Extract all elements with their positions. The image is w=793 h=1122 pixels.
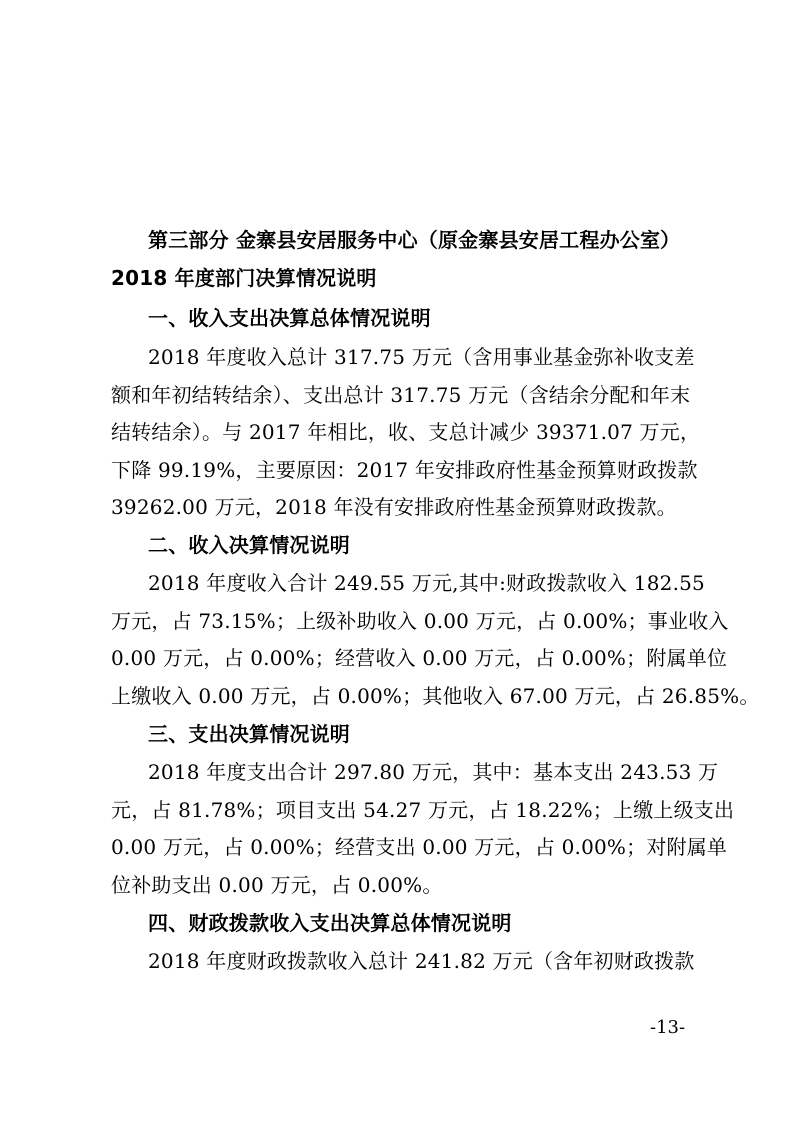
paragraph-line: 结转结余）。与 2017 年相比，收、支总计减少 39371.07 万元， (111, 420, 701, 444)
part-title-line2: 2018 年度部门决算情况说明 (111, 266, 377, 290)
paragraph-line: 0.00 万元，占 0.00%；经营收入 0.00 万元，占 0.00%；附属单位 (111, 646, 728, 670)
paragraph-line: 额和年初结转结余）、支出总计 317.75 万元（含结余分配和年末 (111, 383, 691, 407)
paragraph-line: 元，占 81.78%；项目支出 54.27 万元，占 18.22%；上缴上级支出 (111, 798, 735, 822)
section-heading-2: 二、收入决算情况说明 (148, 533, 350, 557)
paragraph-line: 2018 年度收入合计 249.55 万元,其中:财政拨款收入 182.55 (148, 571, 705, 595)
section-heading-3: 三、支出决算情况说明 (148, 722, 350, 746)
paragraph-line: 39262.00 万元，2018 年没有安排政府性基金预算财政拨款。 (111, 495, 677, 519)
paragraph-line: 位补助支出 0.00 万元，占 0.00%。 (111, 873, 443, 897)
paragraph-line: 下降 99.19%，主要原因：2017 年安排政府性基金预算财政拨款 (111, 458, 698, 482)
paragraph-line: 0.00 万元，占 0.00%；经营支出 0.00 万元，占 0.00%；对附属单 (111, 835, 728, 859)
page-number: -13- (650, 1017, 686, 1038)
part-title-line1: 第三部分 金寨县安居服务中心（原金寨县安居工程办公室） (148, 228, 681, 252)
paragraph-line: 2018 年度财政拨款收入总计 241.82 万元（含年初财政拨款 (148, 949, 695, 973)
paragraph-line: 2018 年度收入总计 317.75 万元（含用事业基金弥补收支差 (148, 345, 695, 369)
section-heading-4: 四、财政拨款收入支出决算总体情况说明 (148, 911, 512, 935)
paragraph-line: 2018 年度支出合计 297.80 万元，其中：基本支出 243.53 万 (148, 760, 719, 784)
section-heading-1: 一、收入支出决算总体情况说明 (148, 306, 431, 330)
paragraph-line: 上缴收入 0.00 万元，占 0.00%；其他收入 67.00 万元，占 26.85%。 (111, 684, 760, 708)
paragraph-line: 万元，占 73.15%；上级补助收入 0.00 万元，占 0.00%；事业收入 (111, 609, 729, 633)
